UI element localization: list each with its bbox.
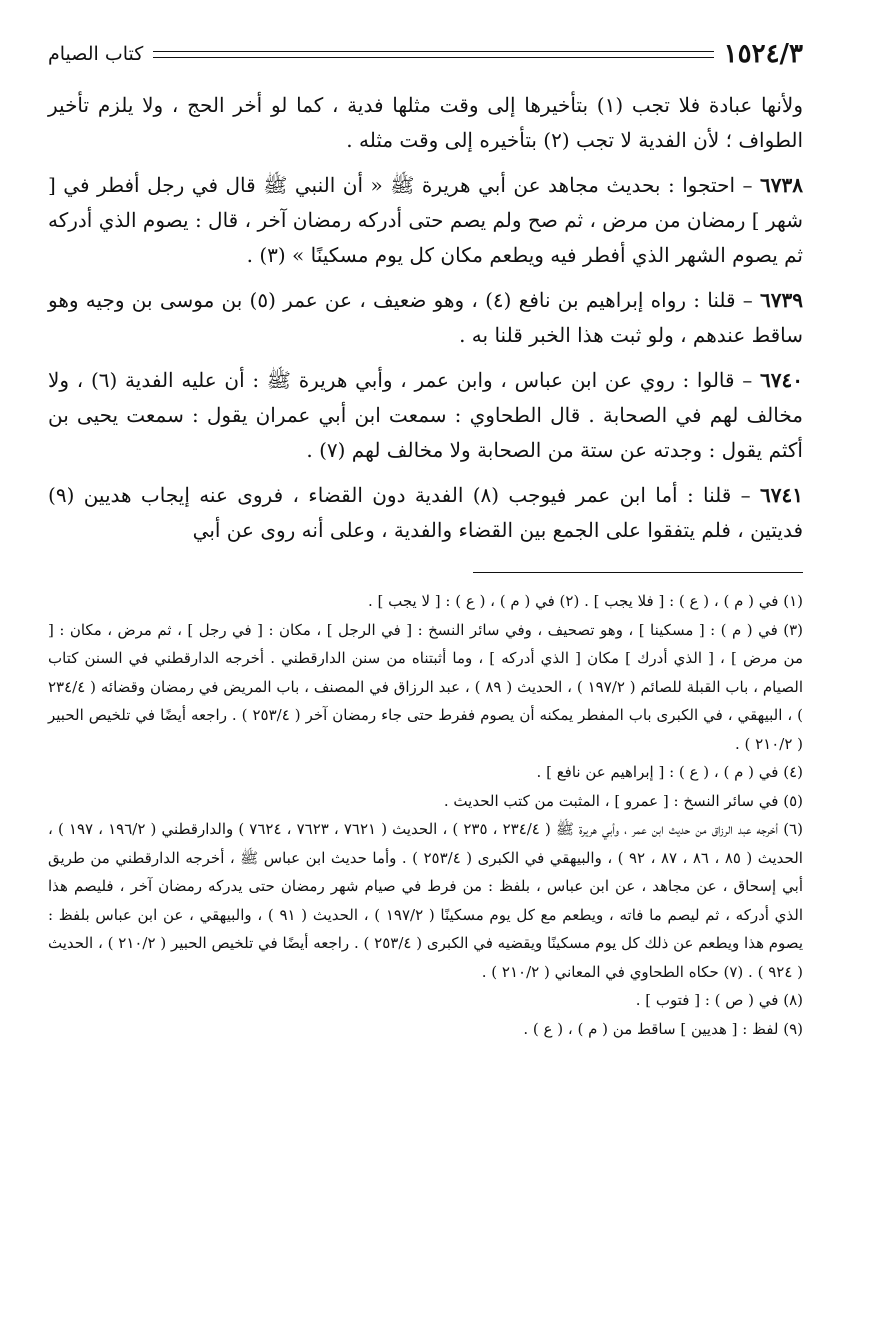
paragraph-intro	[48, 88, 803, 158]
paragraph-number: ٦٧٣٩	[760, 288, 803, 312]
footnote-8: (٨) في ( ص ) : [ فتوب ] .	[635, 991, 803, 1009]
footnote-9: (٩) لفظ : [ هديين ] ساقط من ( م ) ، ( ع ) .	[523, 1019, 803, 1038]
footnote-divider	[473, 572, 803, 573]
footnote-1-2: (١) في ( م ) ، ( ع ) : [ فلا يجب ] . (٢) في ( م ) ، ( ع ) : [ لا يجب ] .	[367, 592, 803, 610]
paragraph-6740	[48, 363, 803, 468]
footnote-4: (٤) في ( م ) ، ( ع ) : [ إبراهيم عن نافع ] .	[536, 763, 803, 781]
footnote-3: (٣) في ( م ) : [ مسكينا ] ، وهو تصحيف ، وفي سائر النسخ : [ في الرجل ] ، مكان : [ في رجل ] ، ثم مرض ، مكان : [ من مرض ] ، [ الذي أدرك ] مكان [ الذي أدركه ] ، وما أثبتناه من سنن الدارقطني . أخرجه الدارقطني في السنن كتاب الصيام ، باب القبلة للصائم ( ١٩٧/٢ ) ، الحديث ( ٨٩ ) ، عبد الرزاق في المصنف ، باب المريض في رمضان وقضائه ( ٢٣٤/٤ ) ، البيهقي ، في الكبرى باب المفطر يمكنه أن يصوم ففرط حتى جاء رمضان آخر ( ٢٥٣/٤ ) . راجعه أيضًا في تلخيص الحبير ( ٢١٠/٢ ) .	[48, 620, 803, 753]
book-title: كتاب الصيام	[48, 43, 144, 65]
header-rule	[153, 51, 713, 58]
paragraph-text: – احتجوا : بحديث مجاهد عن أبي هريرة ﷺ « أن النبي ﷺ قال في رجل أفطر في [ شهر ] رمضان من مرض ، ثم صح ولم يصم حتى أدركه رمضان آخر ، قال : يصوم الذي أدركه ثم يصوم الشهر الذي أفطر فيه ويطعم مكان كل يوم مسكينًا » (٣) .	[48, 173, 803, 267]
paragraph-number: ٦٧٤٠	[760, 368, 803, 392]
paragraph-text: – قالوا : روي عن ابن عباس ، وابن عمر ، وأبي هريرة ﷺ : أن عليه الفدية (٦) ، ولا مخالف لهم في الصحابة . قال الطحاوي : سمعت ابن أبي عمران يقول : سمعت يحيى بن أكثم يقول : وجدته عن ستة من الصحابة ولا مخالف لهم (٧) .	[48, 368, 803, 462]
page-number: ١٥٢٤/٣	[723, 39, 803, 69]
footnote-5: (٥) في سائر النسخ : [ عمرو ] ، المثبت من كتب الحديث .	[443, 791, 803, 810]
main-text	[48, 88, 803, 548]
footnotes	[48, 587, 803, 1043]
paragraph-6738	[48, 168, 803, 273]
footnote-6-7: (٦) أخرجه عبد الرزاق من حديث ابن عمر ، وأبي هريرة ﷺ ( ٢٣٤/٤ ، ٢٣٥ ) ، الحديث ( ٧٦٢١ ، ٧٦٢٣ ، ٧٦٢٤ ) والدارقطني ( ١٩٦/٢ ، ١٩٧ ) ، الحديث ( ٨٥ ، ٨٦ ، ٨٧ ، ٩٢ ) ، والبيهقي في الكبرى ( ٢٥٣/٤ ) . وأما حديث ابن عباس ﷺ ، أخرجه الدارقطني من طريق أبي إسحاق ، عن مجاهد ، عن ابن عباس ، بلفظ : من فرط في صيام شهر رمضان حتى يدركه رمضان آخر ، فليصم هذا الذي أدركه ، ثم ليصم ما فاته ، ويطعم مع كل يوم مسكينًا ( ١٩٧/٢ ) ، الحديث ( ٩١ ) ، والبيهقي ، عن ابن عباس بلفظ : يصوم هذا ويطعم عن ذلك كل يوم مسكينًا ويقضيه في الكبرى ( ٢٥٣/٤ ) . راجعه أيضًا في تلخيص الحبير ( ٢١٠/٢ ) ، الحديث ( ٩٢٤ ) . (٧) حكاه الطحاوي في المعاني ( ٢١٠/٢ ) .	[48, 820, 803, 981]
paragraph-6741	[48, 478, 803, 548]
paragraph-text: – قلنا : رواه إبراهيم بن نافع (٤) ، وهو ضعيف ، عن عمر (٥) بن موسى بن وجيه وهو ساقط عندهم ، ولو ثبت هذا الخبر قلنا به .	[48, 288, 803, 347]
page-header	[48, 30, 803, 78]
paragraph-text: – قلنا : أما ابن عمر فيوجب (٨) الفدية دون القضاء ، فروى عنه إيجاب هديين (٩) فديتين ، فلم يتفقوا على الجمع بين القضاء والفدية ، وعلى أنه روى عن أبي	[48, 483, 803, 542]
paragraph-number: ٦٧٤١	[760, 483, 803, 507]
paragraph-6739	[48, 283, 803, 353]
paragraph-text: ولأنها عبادة فلا تجب (١) بتأخيرها إلى وقت مثلها فدية ، كما لو أخر الحج ، ولا يلزم تأخير الطواف ؛ لأن الفدية لا تجب (٢) بتأخيره إلى وقت مثله .	[48, 93, 803, 152]
paragraph-number: ٦٧٣٨	[760, 173, 803, 197]
document-page	[48, 30, 803, 1043]
